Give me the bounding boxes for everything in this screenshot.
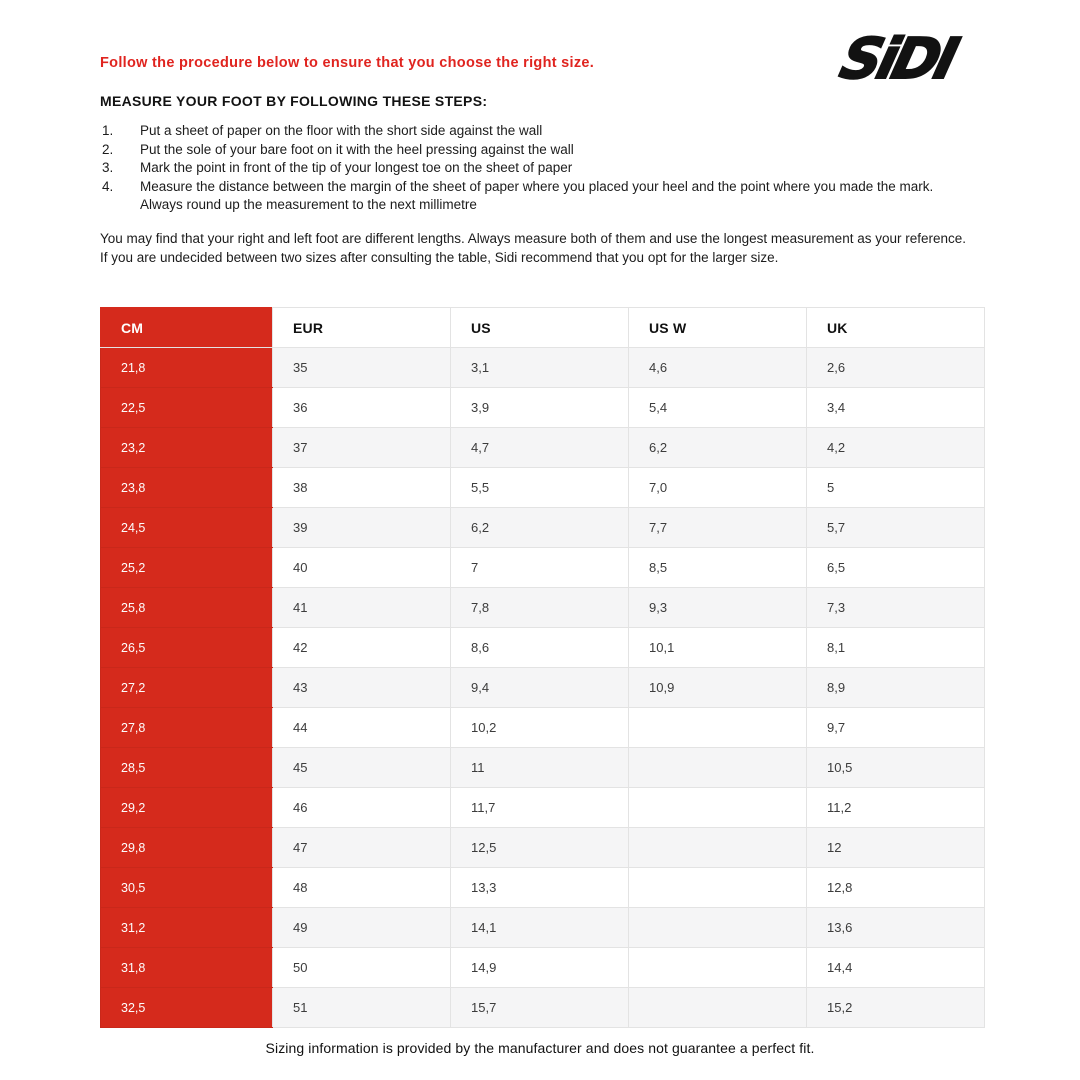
cm-value-cell: 23,2 [101, 428, 273, 468]
size-value-cell: 41 [273, 588, 451, 628]
size-value-cell: 10,9 [629, 668, 807, 708]
size-value-cell: 8,6 [451, 628, 629, 668]
cm-value-cell: 30,5 [101, 868, 273, 908]
size-value-cell: 11 [451, 748, 629, 788]
size-table-body [101, 348, 985, 1028]
size-value-cell: 9,3 [629, 588, 807, 628]
table-row [101, 748, 985, 788]
size-value-cell: 7,8 [451, 588, 629, 628]
size-value-cell: 4,6 [629, 348, 807, 388]
size-value-cell: 39 [273, 508, 451, 548]
size-value-cell: 5 [807, 468, 985, 508]
disclaimer-text: Sizing information is provided by the manufacturer and does not guarantee a perfect fit. [265, 1040, 815, 1056]
cm-value-cell: 24,5 [101, 508, 273, 548]
step-item: Put a sheet of paper on the floor with the short side against the wall [140, 123, 543, 138]
table-row [101, 388, 985, 428]
size-value-cell [629, 748, 807, 788]
size-value-cell [629, 868, 807, 908]
table-row [101, 908, 985, 948]
size-value-cell: 7,3 [807, 588, 985, 628]
steps-list [100, 122, 972, 215]
size-value-cell: 10,1 [629, 628, 807, 668]
table-row [101, 348, 985, 388]
size-value-cell: 4,7 [451, 428, 629, 468]
size-value-cell: 3,9 [451, 388, 629, 428]
table-row [101, 668, 985, 708]
size-value-cell: 35 [273, 348, 451, 388]
size-value-cell: 47 [273, 828, 451, 868]
size-value-cell: 15,7 [451, 988, 629, 1028]
size-value-cell: 5,4 [629, 388, 807, 428]
table-row [101, 508, 985, 548]
cm-value-cell: 31,2 [101, 908, 273, 948]
size-value-cell: 5,5 [451, 468, 629, 508]
table-row [101, 628, 985, 668]
cm-value-cell: 26,5 [101, 628, 273, 668]
size-value-cell: 8,9 [807, 668, 985, 708]
size-value-cell: 4,2 [807, 428, 985, 468]
size-value-cell: 10,5 [807, 748, 985, 788]
size-value-cell: 51 [273, 988, 451, 1028]
cm-value-cell: 28,5 [101, 748, 273, 788]
sidi-logo-text: SiDI [834, 28, 962, 90]
size-value-cell: 6,5 [807, 548, 985, 588]
size-value-cell: 9,4 [451, 668, 629, 708]
size-value-cell: 14,4 [807, 948, 985, 988]
procedure-warning-text: Follow the procedure below to ensure that you choose the right size. [100, 55, 595, 71]
size-value-cell: 5,7 [807, 508, 985, 548]
size-value-cell: 15,2 [807, 988, 985, 1028]
size-value-cell: 40 [273, 548, 451, 588]
cm-value-cell: 22,5 [101, 388, 273, 428]
cm-value-cell: 23,8 [101, 468, 273, 508]
step-item: Put the sole of your bare foot on it with the heel pressing against the wall [140, 141, 574, 157]
table-row [101, 428, 985, 468]
size-value-cell: 12,5 [451, 828, 629, 868]
cm-value-cell: 25,2 [101, 548, 273, 588]
size-value-cell: 2,6 [807, 348, 985, 388]
size-table-wrap [100, 307, 984, 1028]
table-row [101, 948, 985, 988]
note-text: You may find that your right and left foot are different lengths. Always measure both of them and use the longest measurement as your reference. [100, 231, 967, 246]
cm-value-cell: 29,8 [101, 828, 273, 868]
table-row [101, 988, 985, 1028]
column-header-uk: UK [807, 308, 985, 348]
size-value-cell: 43 [273, 668, 451, 708]
size-value-cell [629, 788, 807, 828]
steps-heading: MEASURE YOUR FOOT BY FOLLOWING THESE STEPS: [100, 93, 488, 109]
size-value-cell: 6,2 [629, 428, 807, 468]
note-text: If you are undecided between two sizes after consulting the table, Sidi recommend that you opt for the larger size. [100, 249, 779, 265]
column-header-eur: EUR [273, 308, 451, 348]
size-value-cell: 8,5 [629, 548, 807, 588]
cm-value-cell: 27,8 [101, 708, 273, 748]
column-header-us: US [451, 308, 629, 348]
table-row [101, 828, 985, 868]
size-value-cell: 3,4 [807, 388, 985, 428]
size-value-cell [629, 948, 807, 988]
notes-block [100, 230, 976, 267]
size-table [100, 307, 985, 1028]
cm-value-cell: 27,2 [101, 668, 273, 708]
size-value-cell: 49 [273, 908, 451, 948]
size-value-cell: 7 [451, 548, 629, 588]
size-value-cell: 14,1 [451, 908, 629, 948]
size-value-cell: 10,2 [451, 708, 629, 748]
cm-value-cell: 21,8 [101, 348, 273, 388]
step-item: Mark the point in front of the tip of your longest toe on the sheet of paper [140, 160, 573, 176]
cm-value-cell: 29,2 [101, 788, 273, 828]
size-value-cell [629, 708, 807, 748]
column-header-us-w: US W [629, 308, 807, 348]
size-value-cell [629, 988, 807, 1028]
size-table-head [101, 308, 985, 348]
size-value-cell: 12 [807, 828, 985, 868]
table-row [101, 548, 985, 588]
table-row [101, 468, 985, 508]
size-value-cell: 6,2 [451, 508, 629, 548]
size-value-cell [629, 828, 807, 868]
size-value-cell: 11,7 [451, 788, 629, 828]
size-value-cell: 37 [273, 428, 451, 468]
size-value-cell: 8,1 [807, 628, 985, 668]
size-value-cell: 7,0 [629, 468, 807, 508]
cm-value-cell: 25,8 [101, 588, 273, 628]
size-value-cell: 13,3 [451, 868, 629, 908]
size-value-cell: 36 [273, 388, 451, 428]
size-value-cell: 45 [273, 748, 451, 788]
table-row [101, 788, 985, 828]
sidi-logo [826, 28, 1036, 90]
size-value-cell [629, 908, 807, 948]
size-value-cell: 12,8 [807, 868, 985, 908]
size-value-cell: 42 [273, 628, 451, 668]
size-value-cell: 48 [273, 868, 451, 908]
table-row [101, 708, 985, 748]
cm-value-cell: 32,5 [101, 988, 273, 1028]
size-value-cell: 11,2 [807, 788, 985, 828]
size-value-cell: 38 [273, 468, 451, 508]
size-value-cell: 14,9 [451, 948, 629, 988]
size-value-cell: 13,6 [807, 908, 985, 948]
sidi-logo-icon [826, 28, 1036, 90]
header-row [101, 308, 985, 348]
table-row [101, 588, 985, 628]
cm-value-cell: 31,8 [101, 948, 273, 988]
size-value-cell: 50 [273, 948, 451, 988]
size-value-cell: 7,7 [629, 508, 807, 548]
size-value-cell: 9,7 [807, 708, 985, 748]
table-row [101, 868, 985, 908]
size-value-cell: 44 [273, 708, 451, 748]
column-header-cm: CM [101, 308, 273, 348]
size-value-cell: 46 [273, 788, 451, 828]
step-item: Measure the distance between the margin of the sheet of paper where you placed your heel and the point where you made the mark. Always round up the measurement to the next millimetre [140, 178, 934, 213]
size-value-cell: 3,1 [451, 348, 629, 388]
